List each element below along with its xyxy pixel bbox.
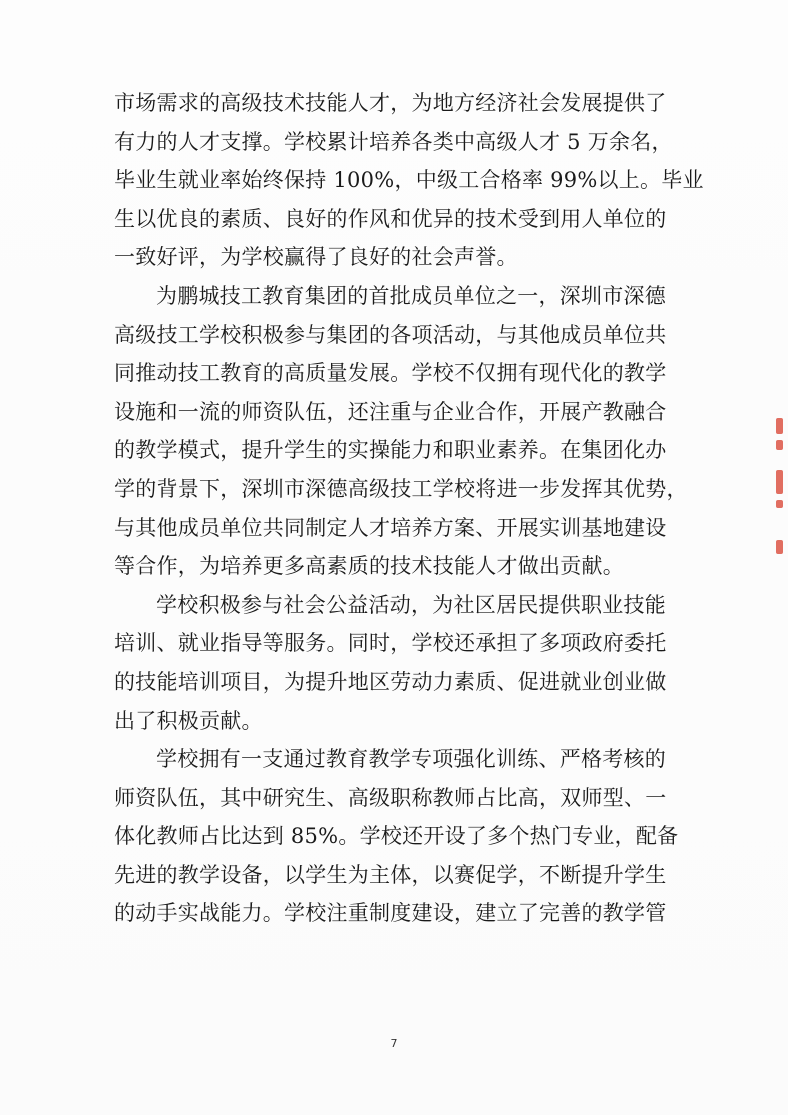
paragraph-4-start: 学校拥有一支通过教育教学专项强化训练、严格考核的: [156, 747, 666, 772]
body-text: [114, 84, 704, 933]
text-line-20: 体化教师占比达到 85%。学校还开设了多个热门专业，配备: [114, 824, 679, 849]
page-number: 7: [390, 1037, 398, 1050]
text-line-3: 毕业生就业率始终保持 100%，中级工合格率 99%以上。毕业: [114, 168, 704, 193]
text-line-19: 师资队伍，其中研究生、高级职称教师占比高，双师型、一: [114, 785, 667, 810]
text-line-10: 的教学模式，提升学生的实操能力和职业素养。在集团化办: [114, 438, 667, 463]
text-line-4: 生以优良的素质、良好的作风和优异的技术受到用人单位的: [114, 206, 667, 231]
seal-fragment-1: [776, 418, 783, 434]
seal-fragment-4: [776, 500, 783, 508]
text-line-16: 的技能培训项目，为提升地区劳动力素质、促进就业创业做: [114, 669, 667, 694]
paragraph-2-start: 为鹏城技工教育集团的首批成员单位之一，深圳市深德: [156, 283, 666, 308]
text-line-1: 市场需求的高级技术技能人才，为地方经济社会发展提供了: [114, 91, 667, 115]
text-line-9: 设施和一流的师资队伍，还注重与企业合作，开展产教融合: [114, 399, 667, 424]
text-line-17: 出了积极贡献。: [114, 708, 263, 733]
text-line-21: 先进的教学设备，以学生为主体，以赛促学，不断提升学生: [114, 862, 667, 887]
text-line-15: 培训、就业指导等服务。同时，学校还承担了多项政府委托: [114, 631, 667, 656]
seal-fragment-2: [776, 440, 783, 450]
seal-edge-mark: [776, 400, 788, 570]
text-line-2: 有力的人才支撑。学校累计培养各类中高级人才 5 万余名，: [114, 129, 673, 154]
text-line-12: 与其他成员单位共同制定人才培养方案、开展实训基地建设: [114, 515, 667, 540]
text-line-8: 同推动技工教育的高质量发展。学校不仅拥有现代化的教学: [114, 361, 667, 386]
paragraph-3-start: 学校积极参与社会公益活动，为社区居民提供职业技能: [156, 592, 666, 617]
seal-fragment-3: [776, 470, 783, 494]
text-line-7: 高级技工学校积极参与集团的各项活动，与其他成员单位共: [114, 322, 667, 347]
seal-fragment-5: [776, 540, 783, 554]
text-line-22: 的动手实战能力。学校注重制度建设，建立了完善的教学管: [114, 901, 667, 926]
text-line-13: 等合作，为培养更多高素质的技术技能人才做出贡献。: [114, 554, 624, 579]
text-line-11: 学的背景下，深圳市深德高级技工学校将进一步发挥其优势，: [114, 476, 688, 501]
text-line-5: 一致好评，为学校赢得了良好的社会声誉。: [114, 245, 518, 270]
